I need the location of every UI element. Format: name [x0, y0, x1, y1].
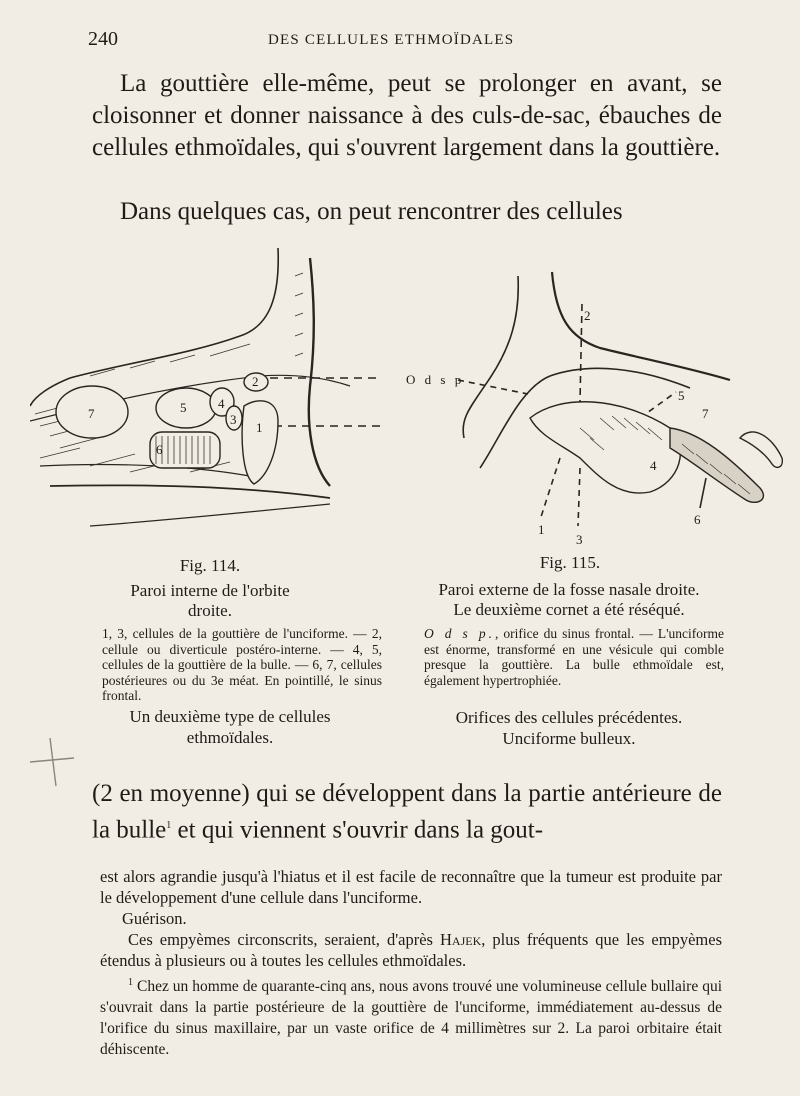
fig115-vertical-guide: [580, 304, 582, 402]
small-text-hajek-b: , plus fréquents que les empyèmes étendus à plusieurs ou à toutes les cellules ethmoïdales.: [100, 930, 722, 970]
fig115-odsp-abbrev: O d s p.: [424, 626, 495, 641]
small-text-line1: est alors agrandie jusqu'à l'hiatus et il est facile de reconnaître que la tumeur est produite par le développement d'une cellule dans l'unciforme.: [100, 867, 722, 907]
fig115-label-1: 1: [538, 522, 545, 537]
fig114-orbit-curve: [30, 248, 278, 406]
fig114-base-line: [90, 504, 330, 526]
footnote-text: Chez un homme de quarante-cinq ans, nous avons trouvé une volumineuse cellule bullaire qui s'ouvrait dans la partie postérieure de la gouttière de l'unciforme, immédiatement au-dessus de l'orifice du sinus maxillaire, par un vaste orifice de 4 millimètres sur 2. La paroi orbitaire était déhiscente.: [100, 978, 722, 1059]
fig114-label-5: 5: [180, 400, 187, 415]
fig115-title-line2: Le deuxième cornet a été réséqué.: [453, 600, 685, 619]
fig114-label-1: 1: [256, 420, 263, 435]
fig115-contours: [458, 272, 730, 526]
fig114-label-3: 3: [230, 412, 237, 427]
running-title: DES CELLULES ETHMOÏDALES: [268, 32, 515, 48]
paragraph-2: Dans quelques cas, on peut rencontrer des cellules: [120, 198, 623, 225]
fig115-frontal-wall: [552, 272, 730, 380]
fig115-nose-profile: [463, 276, 518, 438]
small-text-hajek-a: Ces empyèmes circonscrits, seraient, d'après: [128, 930, 440, 949]
fig115-lead-1: [540, 458, 560, 520]
fig114-label-7: 7: [88, 406, 95, 421]
fig115-description-block: [424, 626, 724, 688]
fig115-title-line1: Paroi externe de la fosse nasale droite.: [438, 580, 700, 599]
page-header: [88, 28, 728, 54]
small-text-guerison: Guérison.: [122, 909, 187, 928]
footnote: [100, 972, 722, 1060]
fig114-label-2: 2: [252, 374, 259, 389]
fig115-label-4: 4: [650, 458, 657, 473]
figure-114-drawing: [30, 236, 380, 546]
fig115-hook: [740, 432, 782, 467]
fig114-label-4: 4: [218, 396, 225, 411]
pencil-cross-mark: [30, 738, 74, 788]
fig115-label-2: 2: [584, 308, 591, 323]
fig114-extra-line1: Un deuxième type de cellules: [129, 707, 331, 726]
paragraph-3: [92, 778, 722, 846]
fig115-lead-6: [700, 478, 706, 508]
small-text-hajek: [100, 929, 722, 971]
fig114-cell-1: [242, 401, 278, 484]
fig114-extra-line2: ethmoïdales.: [186, 728, 274, 747]
footnote-mark: 1: [128, 977, 133, 988]
fig114-lower-band: [40, 465, 260, 479]
footnote-reference: 1: [166, 820, 172, 831]
fig114-title-line2: droite.: [188, 601, 232, 620]
fig115-extra-line2: Unciforme bulleux.: [502, 729, 636, 748]
fig115-label-3: 3: [576, 532, 583, 547]
fig115-lead-3: [578, 468, 580, 526]
fig115-label-7: 7: [702, 406, 709, 421]
figure-115-drawing: [400, 268, 790, 550]
fig115-odsp-line: [458, 380, 528, 394]
fig114-title-line1: Paroi interne de l'orbite: [130, 581, 290, 600]
paragraph-1: La gouttière elle-même, peut se prolonger en avant, se cloisonner et donner naissance à des culs-de-sac, ébauches de cellules ethmoïdales, qui s'ouvrent largement dans la gouttière.: [92, 70, 722, 161]
fig115-label-6: 6: [694, 512, 701, 527]
fig115-extra-line1: Orifices des cellules précédentes.: [455, 708, 683, 727]
fig114-number: Fig. 114.: [179, 556, 241, 575]
fig115-odsp-label: O d s p: [406, 372, 465, 387]
fig115-label-5: 5: [678, 388, 685, 403]
fig115-description: , orifice du sinus frontal. — L'unciforme est énorme, transformé en une vésicule qui comble presque la gouttière. La bulle ethmoïdale est, également hypertrophiée.: [424, 626, 724, 688]
fig114-floor: [50, 485, 330, 498]
paragraph-3-text-a: (2 en moyenne) qui se développent dans la partie antérieure de la bulle: [92, 780, 722, 844]
author-name-hajek: Hajek: [439, 930, 482, 949]
fig114-description: 1, 3, cellules de la gouttière de l'unciforme. — 2, cellule ou diverticule postéro-interne. — 4, 5, cellules de la gouttière de la bulle. — 6, 7, cellules postérieures ou du 3e méat. En pointillé, le sinus frontal.: [102, 626, 382, 703]
fig114-label-6: 6: [156, 442, 163, 457]
fig114-nasal-bone: [309, 258, 330, 486]
fig115-bulla: [530, 402, 782, 503]
fig115-number: Fig. 115.: [539, 553, 601, 572]
paragraph-3-text-b: et qui viennent s'ouvrir dans la gout-: [171, 816, 544, 844]
page-number: 240: [88, 28, 118, 50]
